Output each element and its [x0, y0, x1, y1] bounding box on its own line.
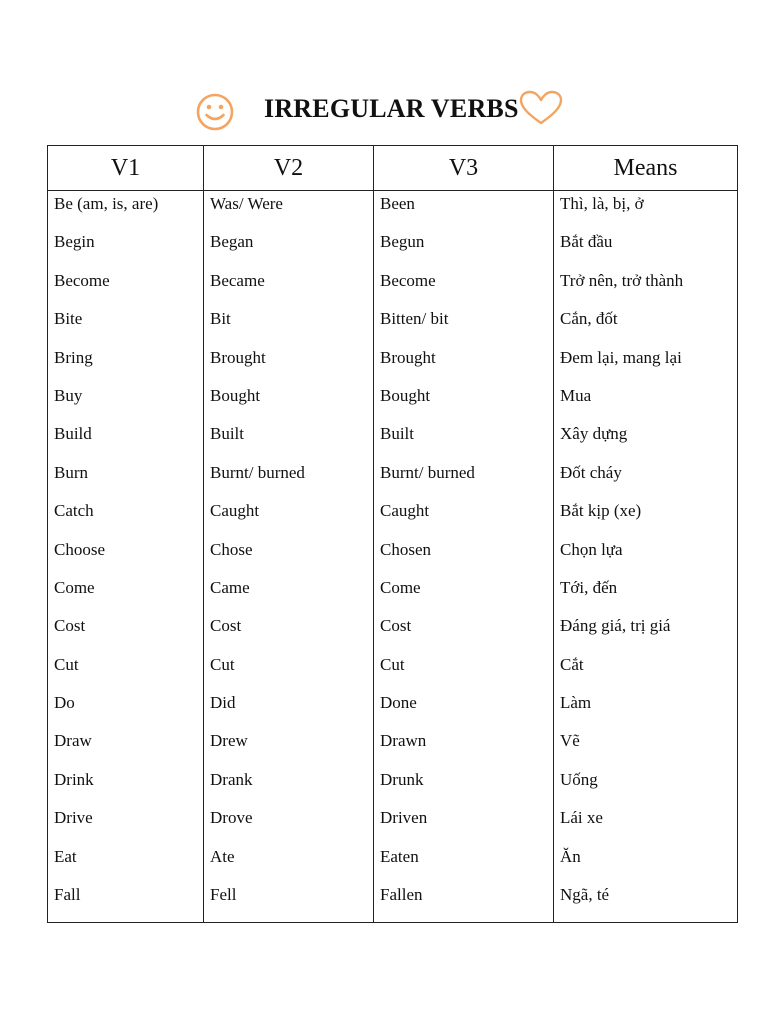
cell-v1: Do	[48, 692, 204, 730]
header-v3: V3	[374, 146, 554, 191]
cell-v1: Eat	[48, 846, 204, 884]
table-row	[48, 423, 738, 461]
cell-v2: Burnt/ burned	[204, 462, 374, 500]
cell-v1: Build	[48, 423, 204, 461]
cell-means: Uống	[554, 769, 738, 807]
cell-v3: Built	[374, 423, 554, 461]
table-row	[48, 654, 738, 692]
cell-v3: Drawn	[374, 730, 554, 768]
cell-v3: Come	[374, 577, 554, 615]
cell-means: Ăn	[554, 846, 738, 884]
table-row	[48, 308, 738, 346]
cell-v3: Been	[374, 191, 554, 232]
table-row	[48, 347, 738, 385]
cell-v1: Fall	[48, 884, 204, 923]
cell-means: Tới, đến	[554, 577, 738, 615]
cell-v2: Ate	[204, 846, 374, 884]
cell-v1: Cost	[48, 615, 204, 653]
cell-v1: Drink	[48, 769, 204, 807]
cell-means: Chọn lựa	[554, 539, 738, 577]
table-row	[48, 807, 738, 845]
cell-v1: Come	[48, 577, 204, 615]
table-row	[48, 462, 738, 500]
cell-means: Đáng giá, trị giá	[554, 615, 738, 653]
cell-v3: Bitten/ bit	[374, 308, 554, 346]
cell-v2: Did	[204, 692, 374, 730]
header-means: Means	[554, 146, 738, 191]
table-row	[48, 191, 738, 232]
header-v2: V2	[204, 146, 374, 191]
cell-v3: Caught	[374, 500, 554, 538]
cell-means: Mua	[554, 385, 738, 423]
cell-v1: Bring	[48, 347, 204, 385]
table-row	[48, 884, 738, 923]
cell-v1: Bite	[48, 308, 204, 346]
cell-v3: Eaten	[374, 846, 554, 884]
cell-means: Đốt cháy	[554, 462, 738, 500]
cell-v1: Choose	[48, 539, 204, 577]
table-row	[48, 385, 738, 423]
cell-v3: Done	[374, 692, 554, 730]
cell-v1: Begin	[48, 231, 204, 269]
cell-v2: Became	[204, 270, 374, 308]
cell-v1: Drive	[48, 807, 204, 845]
cell-v2: Built	[204, 423, 374, 461]
cell-v1: Cut	[48, 654, 204, 692]
table-row	[48, 231, 738, 269]
cell-means: Bắt kịp (xe)	[554, 500, 738, 538]
cell-v3: Chosen	[374, 539, 554, 577]
cell-means: Lái xe	[554, 807, 738, 845]
cell-v3: Cut	[374, 654, 554, 692]
cell-v3: Bought	[374, 385, 554, 423]
cell-means: Cắt	[554, 654, 738, 692]
table-row	[48, 846, 738, 884]
heart-outline-icon	[518, 90, 564, 126]
cell-v1: Burn	[48, 462, 204, 500]
cell-v2: Drank	[204, 769, 374, 807]
table-row	[48, 692, 738, 730]
table-row	[48, 769, 738, 807]
cell-means: Làm	[554, 692, 738, 730]
table-header-row	[48, 146, 738, 191]
page-title: IRREGULAR VERBS	[264, 94, 519, 123]
cell-v1: Buy	[48, 385, 204, 423]
cell-v3: Drunk	[374, 769, 554, 807]
cell-v2: Fell	[204, 884, 374, 923]
cell-v2: Drew	[204, 730, 374, 768]
cell-v3: Fallen	[374, 884, 554, 923]
cell-means: Vẽ	[554, 730, 738, 768]
cell-v2: Drove	[204, 807, 374, 845]
cell-v3: Driven	[374, 807, 554, 845]
table-row	[48, 730, 738, 768]
cell-v2: Brought	[204, 347, 374, 385]
table-row	[48, 500, 738, 538]
cell-v2: Cost	[204, 615, 374, 653]
cell-v3: Begun	[374, 231, 554, 269]
cell-means: Trở nên, trở thành	[554, 270, 738, 308]
cell-v2: Bought	[204, 385, 374, 423]
cell-v2: Chose	[204, 539, 374, 577]
cell-v2: Cut	[204, 654, 374, 692]
cell-v1: Be (am, is, are)	[48, 191, 204, 232]
cell-v3: Become	[374, 270, 554, 308]
table-row	[48, 539, 738, 577]
cell-v3: Brought	[374, 347, 554, 385]
cell-v2: Was/ Were	[204, 191, 374, 232]
table-row	[48, 577, 738, 615]
irregular-verbs-table	[47, 145, 738, 923]
cell-v3: Burnt/ burned	[374, 462, 554, 500]
cell-v1: Become	[48, 270, 204, 308]
smiley-face-icon	[195, 92, 235, 132]
cell-means: Bắt đầu	[554, 231, 738, 269]
table-row	[48, 270, 738, 308]
cell-v2: Began	[204, 231, 374, 269]
cell-means: Xây dựng	[554, 423, 738, 461]
title-row	[0, 88, 768, 134]
cell-means: Thì, là, bị, ở	[554, 191, 738, 232]
cell-means: Cắn, đốt	[554, 308, 738, 346]
cell-v2: Caught	[204, 500, 374, 538]
cell-v2: Came	[204, 577, 374, 615]
table-row	[48, 615, 738, 653]
cell-v1: Draw	[48, 730, 204, 768]
cell-v3: Cost	[374, 615, 554, 653]
cell-means: Ngã, té	[554, 884, 738, 923]
cell-means: Đem lại, mang lại	[554, 347, 738, 385]
cell-v2: Bit	[204, 308, 374, 346]
cell-v1: Catch	[48, 500, 204, 538]
header-v1: V1	[48, 146, 204, 191]
